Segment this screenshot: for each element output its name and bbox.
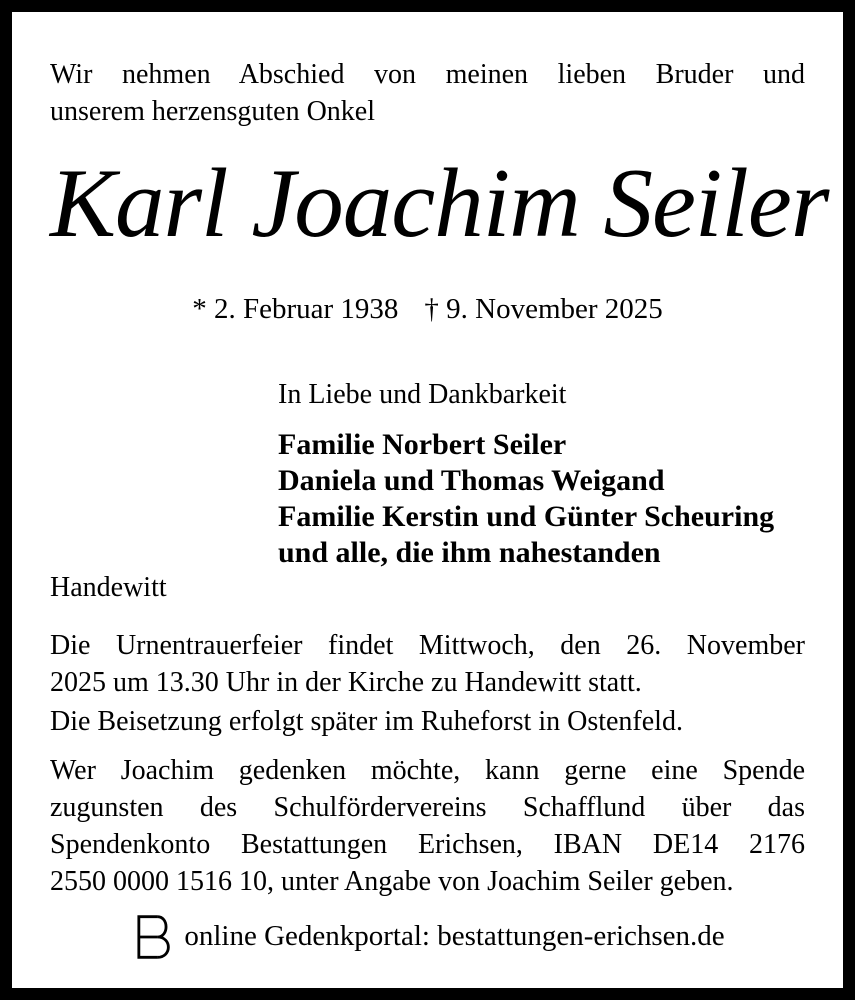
eb-monogram-logo-icon (130, 912, 176, 962)
birth-date (192, 293, 398, 325)
intro-paragraph (50, 56, 805, 130)
intro-line: unserem herzensguten Onkel (50, 96, 375, 127)
mourner-line: Familie Kerstin und Günter Scheuring (278, 499, 775, 533)
birth-date-text: 2. Februar 1938 (213, 292, 399, 325)
paragraph-line: Die Beisetzung erfolgt später im Ruheforst in Ostenfeld. (50, 705, 683, 737)
death-date-text: 9. November 2025 (446, 292, 663, 325)
born-symbol: * (192, 292, 207, 325)
memorial-portal-footer (50, 912, 805, 962)
paragraph-line: Wer Joachim gedenken möchte, kann gerne eine Spende (50, 754, 805, 786)
paragraph-line: Die Urnentrauerfeier findet Mittwoch, den 26. November (50, 629, 805, 661)
closing-phrase: In Liebe und Dankbarkeit (278, 378, 567, 410)
paragraph-line: Spendenkonto Bestattungen Erichsen, IBAN DE14 2176 (50, 828, 805, 860)
mourner-line: und alle, die ihm nahestanden (278, 535, 661, 569)
mourner-line: Daniela und Thomas Weigand (278, 463, 665, 497)
deceased-name: Karl Joachim Seiler (50, 149, 829, 258)
donation-paragraph (50, 752, 805, 900)
signature-block (50, 377, 805, 571)
paragraph-line: zugunsten des Schulfördervereins Schafflund über das (50, 791, 805, 823)
cross-symbol: † (424, 292, 439, 325)
mourner-line: Familie Norbert Seiler (278, 427, 567, 461)
place-name: Handewitt (50, 571, 167, 603)
death-date (424, 293, 662, 325)
mourners-list (278, 427, 805, 571)
memorial-portal-text: online Gedenkportal: bestattungen-erichsen.de (184, 920, 725, 953)
paragraph-line: 2025 um 13.30 Uhr in der Kirche zu Handewitt statt. (50, 666, 642, 698)
ceremony-paragraph (50, 627, 805, 701)
burial-paragraph (50, 703, 805, 740)
life-dates (50, 291, 805, 327)
paragraph-line: 2550 0000 1516 10, unter Angabe von Joachim Seiler geben. (50, 865, 734, 897)
intro-line: Wir nehmen Abschied von meinen lieben Bruder und (50, 59, 805, 90)
